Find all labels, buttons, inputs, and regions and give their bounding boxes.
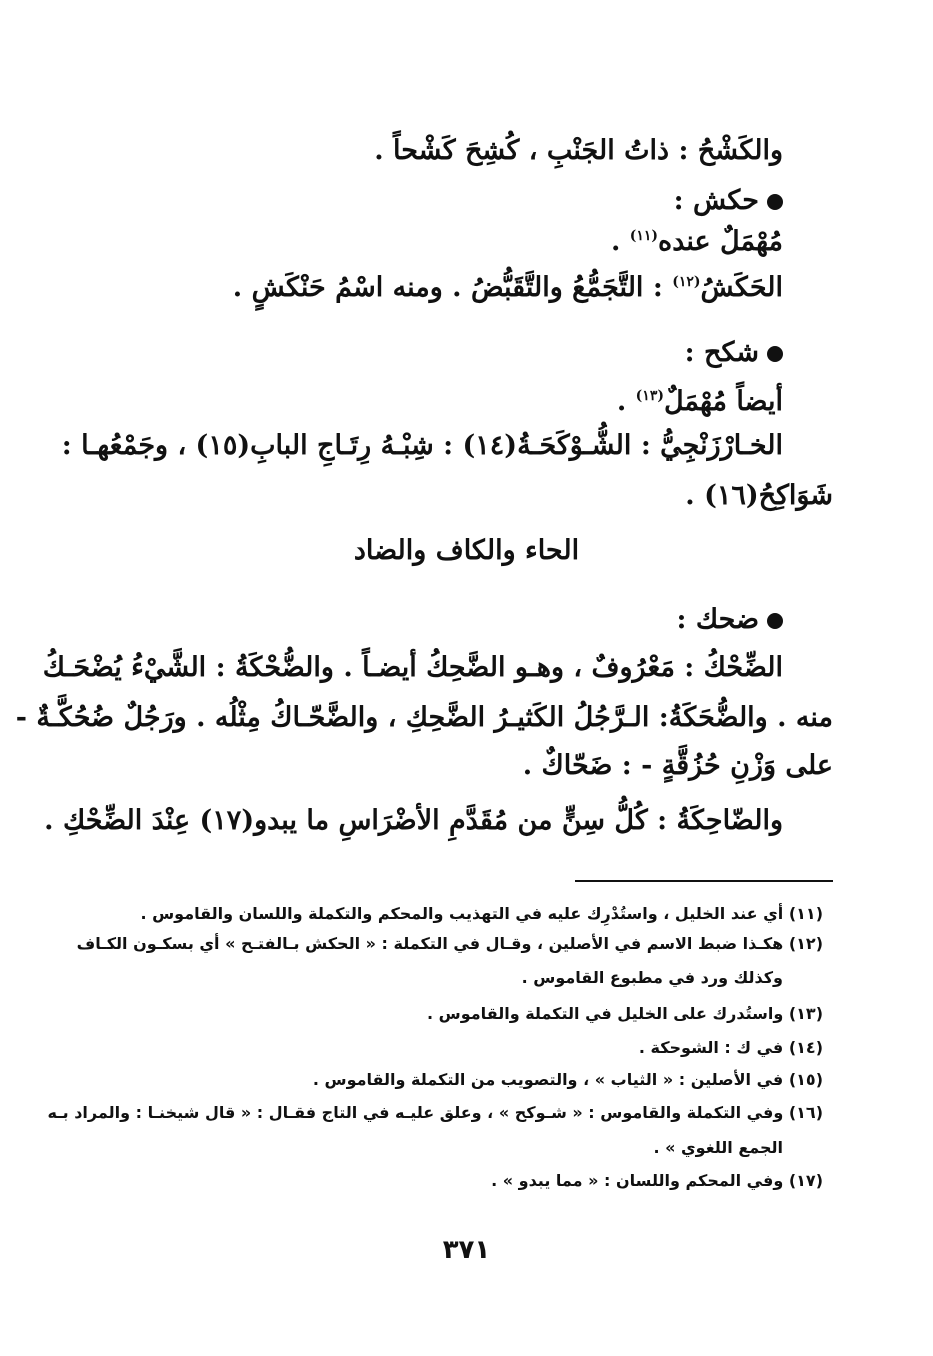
text-line-6: شَوَاكِحُ(١٦) .	[685, 480, 833, 511]
root-heading-hkš: حكش :	[100, 185, 783, 217]
footnote-ref-13: (١٣)	[635, 388, 664, 404]
footnote-17: (١٧) وفي المحكم واللسان : « مما يبدو » .	[491, 1171, 823, 1190]
footnote-14: (١٤) في ك : الشوحكة .	[638, 1038, 823, 1057]
footnote-13: (١٣) واستُدرك على الخليل في التكملة والقاموس .	[427, 1004, 823, 1023]
section-heading: الحاء والكاف والضاد	[353, 535, 580, 566]
footnote-12: (١٢) هكـذا ضبط الاسم في الأصلين ، وقـال في التكملة : « الحكش بـالفتـح » أي بسكـون الكـاف	[76, 934, 823, 953]
para-line-2: منه . والضُّحَكَةُ: الـرَّجُلُ الكَثيـرُ الضَّحِكِ ، والضَّحّـاكُ مِثْلُه . ورَجُلٌ ضُحُكَّـةٌ -	[15, 702, 833, 733]
text-line-5: الخـارْزَنْجِيُّ : الشُّـوْكَحَـةُ(١٤) : شِبْـهُ رِتَـاجِ البابِ(١٥) ، وجَمْعُهـا :	[61, 430, 783, 461]
bullet-icon	[767, 613, 783, 629]
footnote-16-cont: الجمع اللغوي » .	[653, 1138, 783, 1157]
para-line-4: والضّاحِكَةُ : كُلُّ سِنٍّ من مُقَدَّمِ الأضْرَاسِ ما يبدو(١٧) عِنْدَ الضِّحْكِ .	[44, 805, 783, 836]
footnote-12-cont: وكذلك ورد في مطبوع القاموس .	[521, 968, 783, 987]
root-heading-dhk: ضحك :	[100, 604, 783, 636]
footnote-divider	[575, 880, 833, 882]
bullet-icon	[767, 194, 783, 210]
bullet-icon	[767, 346, 783, 362]
footnote-16: (١٦) وفي التكملة والقاموس : « شـوكح » ، وعلق عليـه في التاج فقـال : « قال شيخنـا : والمراد بـه	[47, 1103, 823, 1122]
footnote-15: (١٥) في الأصلين : « الثياب » ، والتصويب من التكملة والقاموس .	[312, 1070, 823, 1089]
page-number: ٣٧١	[442, 1235, 491, 1265]
text-line-2: مُهْمَلٌ عنده$^{(١١)}$ .	[610, 226, 783, 257]
text-line-1: والكَشْحُ : ذاتُ الجَنْبِ ، كُشِحَ كَشْحاً .	[374, 135, 783, 166]
footnote-11: (١١) أي عند الخليل ، واستُدْرِك عليه في التهذيب والمحكم والتكملة واللسان والقاموس .	[140, 904, 823, 923]
text-line-3: الحَكَشُ$^{(١٢)}$ : التَّجَمُّعُ والتَّقَبُّضُ . ومنه اسْمُ حَنْكَشٍ .	[232, 272, 783, 303]
footnote-ref-11: (١١)	[629, 228, 659, 244]
root-heading-škh: شكح :	[100, 337, 783, 369]
para-line-3: على وَزْنِ حُزُقَّةٍ - : ضَحّاكٌ .	[522, 750, 833, 781]
para-line-1: الضِّحْكُ : مَعْرُوفٌ ، وهـو الضَّحِكُ أيضـاً . والضُّحْكَةُ : الشَّيْءُ يُضْحَـكُ	[42, 652, 783, 683]
footnote-ref-12: (١٢)	[672, 274, 701, 290]
text-line-4: أيضاً مُهْمَلٌ$^{(١٣)}$ .	[616, 386, 783, 417]
